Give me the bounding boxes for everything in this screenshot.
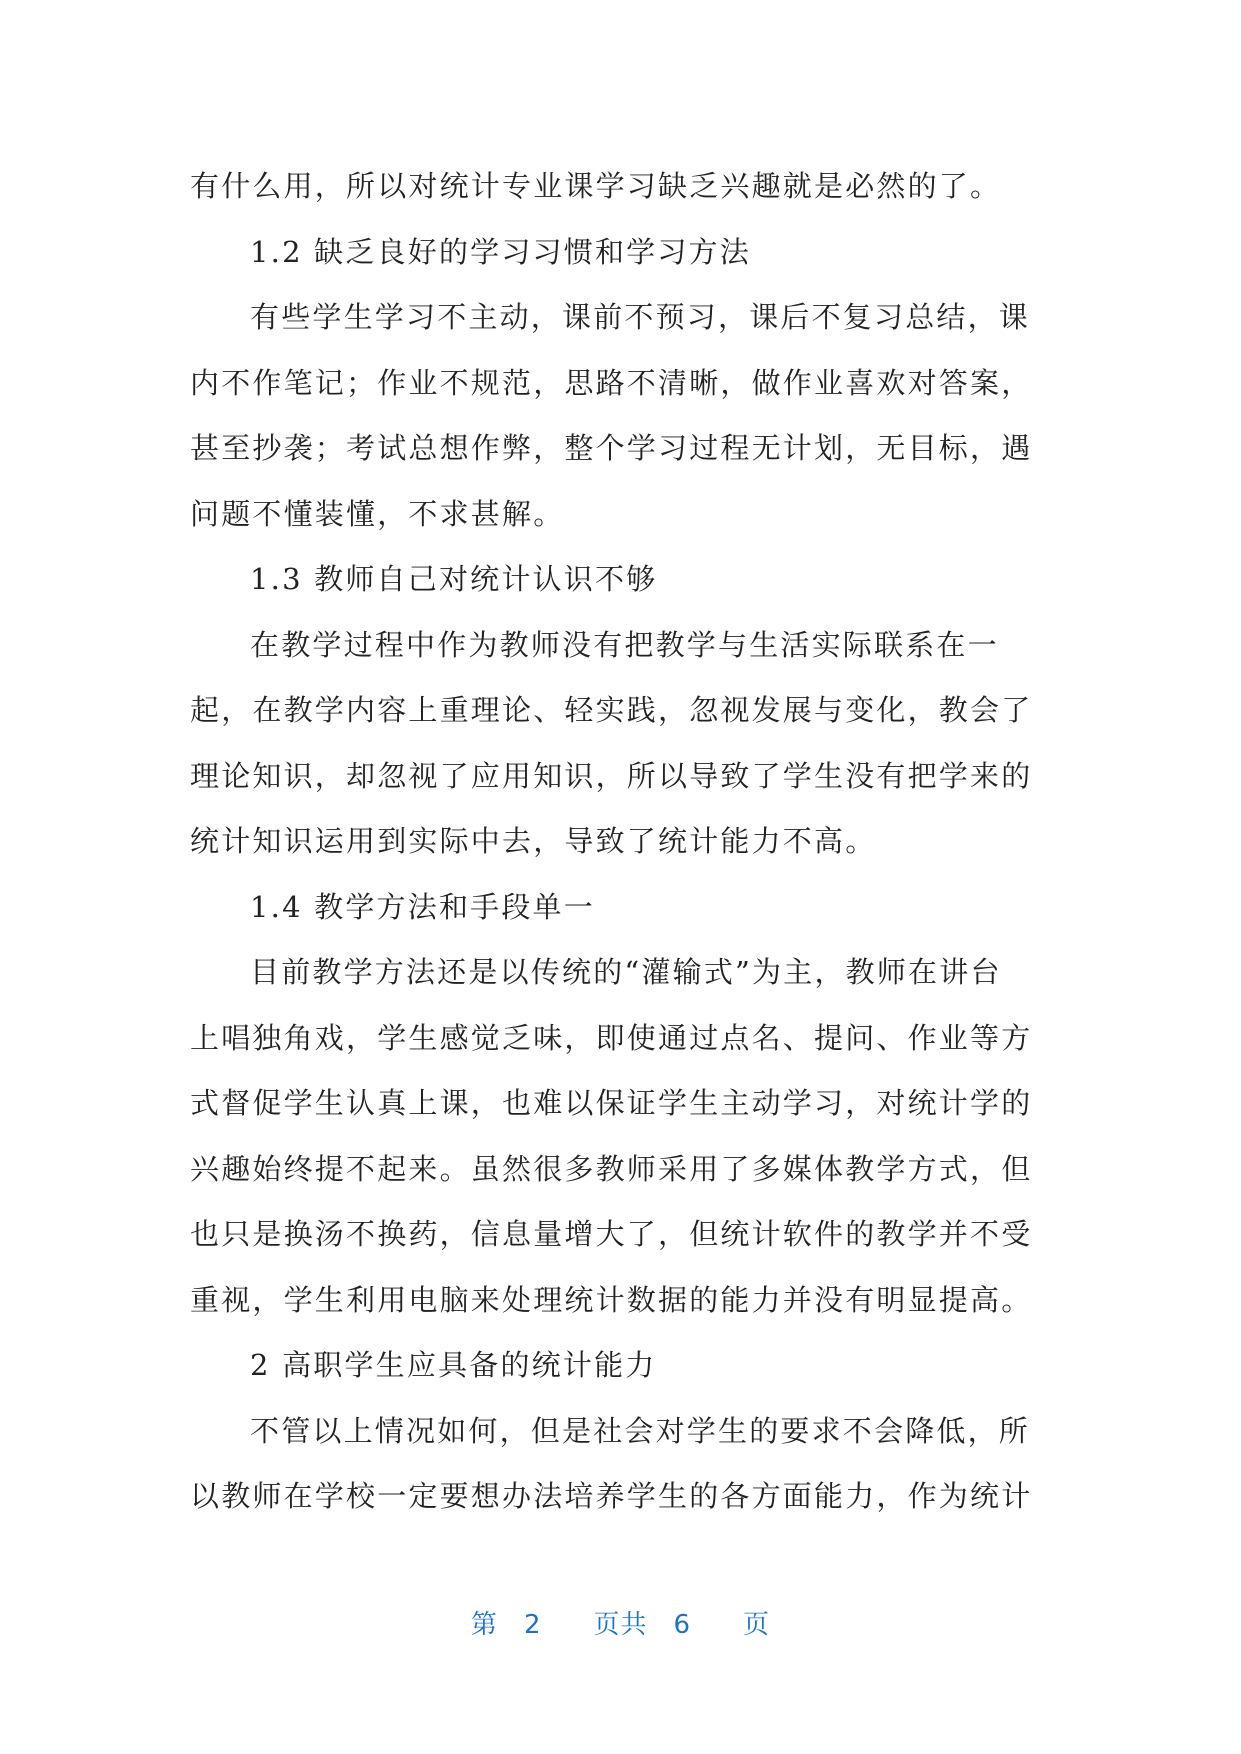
text-line: 内不作笔记；作业不规范，思路不清晰，做作业喜欢对答案，: [190, 365, 1033, 400]
footer-current-page: 2: [523, 1610, 542, 1640]
page-body: [190, 154, 1050, 1530]
text-line: 也只是换汤不换药，信息量增大了，但统计软件的教学并不受: [190, 1217, 1033, 1251]
text-line: 以教师在学校一定要想办法培养学生的各方面能力，作为统计: [190, 1479, 1033, 1513]
text-line: 重视，学生利用电脑来处理统计数据的能力并没有明显提高。: [190, 1282, 1033, 1317]
text-line: 统计知识运用到实际中去，导致了统计能力不高。: [190, 824, 877, 858]
footer-prefix: 第: [470, 1610, 498, 1640]
text-line: 理论知识，却忽视了应用知识，所以导致了学生没有把学来的: [190, 758, 1033, 793]
text-line: 式督促学生认真上课，也难以保证学生主动学习，对统计学的: [190, 1086, 1033, 1120]
text-line: 兴趣始终提不起来。虽然很多教师采用了多媒体教学方式，但: [190, 1151, 1033, 1186]
footer-suffix: 页: [743, 1610, 771, 1640]
text-line: 目前教学方法还是以传统的“灌输式”为主，教师在讲台: [250, 955, 1002, 989]
text-line: 起，在教学内容上重理论、轻实践，忽视发展与变化，教会了: [190, 693, 1033, 727]
footer-middle: 页共: [593, 1610, 648, 1640]
text-line: 1.2 缺乏良好的学习习惯和学习方法: [250, 234, 751, 269]
text-line: 甚至抄袭；考试总想作弊，整个学习过程无计划，无目标，遇: [190, 431, 1033, 465]
text-line: 有些学生学习不主动，课前不预习，课后不复习总结，课: [250, 300, 1031, 334]
text-line: 1.3 教师自己对统计认识不够: [250, 562, 658, 596]
text-line: 2 高职学生应具备的统计能力: [250, 1348, 657, 1382]
text-line: 有什么用，所以对统计专业课学习缺乏兴趣就是必然的了。: [190, 169, 1002, 203]
text-line: 问题不懂装懂，不求甚解。: [190, 496, 565, 531]
text-line: 上唱独角戏，学生感觉乏味，即使通过点名、提问、作业等方: [190, 1020, 1033, 1055]
footer-total-pages: 6: [673, 1610, 692, 1640]
text-line: 不管以上情况如何，但是社会对学生的要求不会降低，所: [250, 1413, 1031, 1448]
text-line: 在教学过程中作为教师没有把教学与生活实际联系在一: [250, 627, 999, 662]
page-footer: [0, 1604, 1241, 1641]
text-line: 1.4 教学方法和手段单一: [250, 889, 595, 924]
